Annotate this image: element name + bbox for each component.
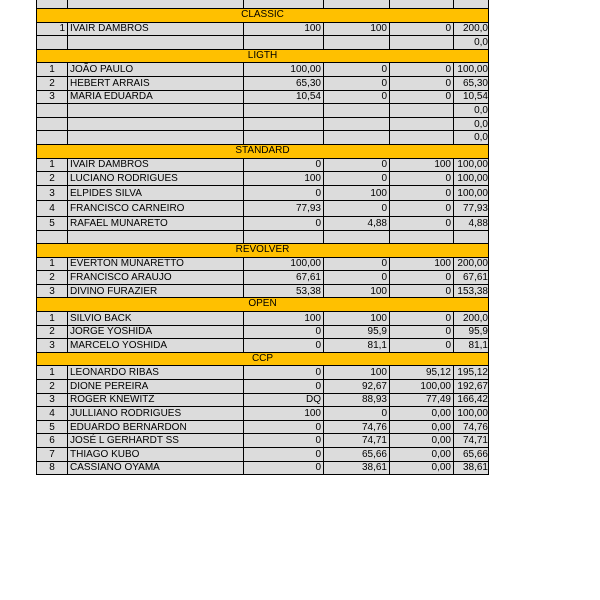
total-cell: 153,38 bbox=[457, 285, 488, 297]
score-c-cell: 0 bbox=[390, 77, 454, 90]
total-cell: 0,0 bbox=[474, 104, 488, 116]
name-cell: LUCIANO RODRIGUES bbox=[68, 172, 244, 185]
position-cell: 1 bbox=[37, 312, 68, 325]
name-cell bbox=[68, 36, 244, 49]
score-c-cell: 0,00 bbox=[390, 421, 454, 434]
table-row bbox=[36, 339, 489, 353]
table-row bbox=[36, 380, 489, 394]
score-b-cell: 0 bbox=[324, 172, 390, 185]
name-cell bbox=[68, 131, 244, 144]
score-a-cell bbox=[244, 36, 324, 49]
total-cell: 100,00 bbox=[457, 172, 488, 184]
table-row bbox=[36, 217, 489, 231]
position-cell: 2 bbox=[37, 380, 68, 393]
name-cell: THIAGO KUBO bbox=[68, 448, 244, 461]
score-c-cell: 77,49 bbox=[390, 394, 454, 407]
score-a-cell: 0 bbox=[244, 339, 324, 352]
position-cell bbox=[37, 118, 68, 131]
score-b-cell: 100 bbox=[324, 285, 390, 298]
score-a-cell: 100,00 bbox=[244, 258, 324, 271]
score-b-cell bbox=[324, 131, 390, 144]
sections-container bbox=[36, 9, 489, 475]
name-cell: FRANCISCO CARNEIRO bbox=[68, 201, 244, 216]
score-a-cell: 100,00 bbox=[244, 63, 324, 76]
score-b-cell bbox=[324, 231, 390, 244]
table-row bbox=[36, 36, 489, 50]
total-cell: 195,12 bbox=[457, 367, 488, 379]
total-cell: 4,88 bbox=[468, 217, 488, 229]
total-cell: 74,76 bbox=[462, 421, 488, 433]
total-cell: 200,00 bbox=[457, 258, 488, 270]
score-b-cell: 4,88 bbox=[324, 217, 390, 230]
score-a-cell bbox=[244, 131, 324, 144]
section-header: REVOLVER bbox=[36, 244, 489, 258]
table-row bbox=[36, 285, 489, 299]
score-b-cell: 0 bbox=[324, 63, 390, 76]
score-a-cell: 0 bbox=[244, 159, 324, 172]
score-b-cell: 0 bbox=[324, 201, 390, 216]
score-c-cell: 0,00 bbox=[390, 448, 454, 461]
score-c-cell: 0,00 bbox=[390, 434, 454, 447]
score-a-cell: 0 bbox=[244, 421, 324, 434]
position-cell: 2 bbox=[37, 172, 68, 185]
score-b-cell: 92,67 bbox=[324, 380, 390, 393]
position-cell: 1 bbox=[37, 366, 68, 379]
table-row bbox=[36, 91, 489, 105]
score-c-cell: 0 bbox=[390, 285, 454, 298]
score-b-cell: 0 bbox=[324, 258, 390, 271]
name-cell: JORGE YOSHIDA bbox=[68, 326, 244, 339]
table-row bbox=[36, 434, 489, 448]
score-a-cell: 100 bbox=[244, 407, 324, 420]
name-cell: JOSÉ L GERHARDT SS bbox=[68, 434, 244, 447]
name-cell: MARIA EDUARDA bbox=[68, 91, 244, 104]
total-cell: 67,61 bbox=[462, 272, 488, 284]
score-c-cell: 0 bbox=[390, 326, 454, 339]
table-row bbox=[36, 201, 489, 217]
section-header: LIGTH bbox=[36, 50, 489, 64]
total-cell: 100,00 bbox=[457, 64, 488, 76]
score-a-cell: 10,54 bbox=[244, 91, 324, 104]
name-cell: LEONARDO RIBAS bbox=[68, 366, 244, 379]
score-a-cell: 100 bbox=[244, 312, 324, 325]
score-b-cell: 65,66 bbox=[324, 448, 390, 461]
score-a-cell: 0 bbox=[244, 448, 324, 461]
total-cell: 95,9 bbox=[468, 326, 488, 338]
position-cell: 4 bbox=[37, 407, 68, 420]
position-cell bbox=[37, 104, 68, 117]
total-cell: 74,71 bbox=[462, 435, 488, 447]
table-row bbox=[36, 366, 489, 380]
table-row-stub bbox=[36, 0, 489, 9]
score-c-cell: 100 bbox=[390, 159, 454, 172]
score-a-cell: 0 bbox=[244, 380, 324, 393]
score-c-cell: 0 bbox=[390, 63, 454, 76]
total-cell: 0,0 bbox=[474, 36, 488, 48]
table-row bbox=[36, 63, 489, 77]
score-b-cell: 74,76 bbox=[324, 421, 390, 434]
position-cell: 3 bbox=[37, 91, 68, 104]
position-cell bbox=[37, 131, 68, 144]
name-cell: FRANCISCO ARAUJO bbox=[68, 271, 244, 284]
score-a-cell: DQ bbox=[244, 394, 324, 407]
score-c-cell bbox=[390, 118, 454, 131]
name-cell: CASSIANO OYAMA bbox=[68, 462, 244, 475]
table-row bbox=[36, 159, 489, 173]
position-cell: 3 bbox=[37, 285, 68, 298]
position-cell bbox=[37, 36, 68, 49]
total-cell: 38,61 bbox=[462, 462, 488, 474]
score-a-cell bbox=[244, 104, 324, 117]
score-a-cell: 67,61 bbox=[244, 271, 324, 284]
score-b-cell bbox=[324, 118, 390, 131]
position-cell: 1 bbox=[37, 63, 68, 76]
total-cell: 65,30 bbox=[462, 77, 488, 89]
table-row bbox=[36, 312, 489, 326]
score-c-cell: 0,00 bbox=[390, 407, 454, 420]
score-a-cell: 0 bbox=[244, 326, 324, 339]
score-c-cell: 100,00 bbox=[390, 380, 454, 393]
score-c-cell: 0 bbox=[390, 217, 454, 230]
score-a-cell: 0 bbox=[244, 366, 324, 379]
table-row bbox=[36, 172, 489, 186]
score-a-cell: 0 bbox=[244, 434, 324, 447]
score-b-cell: 100 bbox=[324, 23, 390, 36]
name-cell: DIONE PEREIRA bbox=[68, 380, 244, 393]
score-c-cell: 95,12 bbox=[390, 366, 454, 379]
table-row bbox=[36, 326, 489, 340]
table-row bbox=[36, 23, 489, 37]
position-cell: 8 bbox=[37, 462, 68, 475]
total-cell: 0,0 bbox=[474, 132, 488, 144]
score-b-cell: 0 bbox=[324, 159, 390, 172]
position-cell: 5 bbox=[37, 421, 68, 434]
results-table bbox=[36, 0, 489, 475]
name-cell: IVAIR DAMBROS bbox=[68, 159, 244, 172]
total-cell: 100,00 bbox=[457, 408, 488, 420]
score-c-cell: 0 bbox=[390, 91, 454, 104]
position-cell: 2 bbox=[37, 77, 68, 90]
table-row bbox=[36, 448, 489, 462]
table-row bbox=[36, 271, 489, 285]
name-cell: IVAIR DAMBROS bbox=[68, 23, 244, 36]
score-a-cell: 100 bbox=[244, 23, 324, 36]
name-cell: DIVINO FURAZIER bbox=[68, 285, 244, 298]
score-c-cell: 0 bbox=[390, 312, 454, 325]
position-cell bbox=[37, 231, 68, 244]
position-cell: 1 bbox=[37, 23, 68, 36]
score-b-cell bbox=[324, 36, 390, 49]
total-cell: 166,42 bbox=[457, 394, 488, 406]
score-a-cell: 53,38 bbox=[244, 285, 324, 298]
score-c-cell: 0 bbox=[390, 23, 454, 36]
name-cell bbox=[68, 104, 244, 117]
score-c-cell: 0 bbox=[390, 271, 454, 284]
score-c-cell bbox=[390, 104, 454, 117]
table-row bbox=[36, 394, 489, 408]
score-a-cell: 100 bbox=[244, 172, 324, 185]
score-b-cell: 38,61 bbox=[324, 462, 390, 475]
score-a-cell: 0 bbox=[244, 186, 324, 201]
score-c-cell bbox=[390, 36, 454, 49]
total-cell bbox=[454, 231, 490, 244]
position-cell: 3 bbox=[37, 186, 68, 201]
section-header: STANDARD bbox=[36, 145, 489, 159]
position-cell: 5 bbox=[37, 217, 68, 230]
score-b-cell: 0 bbox=[324, 77, 390, 90]
name-cell: EDUARDO BERNARDON bbox=[68, 421, 244, 434]
name-cell: JOÃO PAULO bbox=[68, 63, 244, 76]
score-c-cell: 0 bbox=[390, 172, 454, 185]
total-cell: 200,0 bbox=[462, 23, 488, 35]
total-cell: 10,54 bbox=[462, 91, 488, 103]
name-cell: HEBERT ARRAIS bbox=[68, 77, 244, 90]
score-b-cell: 100 bbox=[324, 186, 390, 201]
total-cell: 81,1 bbox=[468, 340, 488, 352]
score-a-cell: 0 bbox=[244, 462, 324, 475]
table-row bbox=[36, 258, 489, 272]
score-a-cell bbox=[244, 118, 324, 131]
score-c-cell bbox=[390, 131, 454, 144]
score-a-cell: 65,30 bbox=[244, 77, 324, 90]
table-row bbox=[36, 131, 489, 145]
score-b-cell: 0 bbox=[324, 91, 390, 104]
table-row bbox=[36, 77, 489, 91]
table-row bbox=[36, 421, 489, 435]
score-b-cell: 100 bbox=[324, 366, 390, 379]
score-c-cell: 0 bbox=[390, 201, 454, 216]
table-row bbox=[36, 231, 489, 245]
table-row bbox=[36, 104, 489, 118]
name-cell: MARCELO YOSHIDA bbox=[68, 339, 244, 352]
score-c-cell: 0 bbox=[390, 186, 454, 201]
position-cell: 1 bbox=[37, 159, 68, 172]
position-cell: 2 bbox=[37, 271, 68, 284]
score-b-cell: 74,71 bbox=[324, 434, 390, 447]
section-header: CLASSIC bbox=[36, 9, 489, 23]
position-cell: 7 bbox=[37, 448, 68, 461]
total-cell: 77,93 bbox=[462, 203, 488, 215]
total-cell: 65,66 bbox=[462, 448, 488, 460]
position-cell: 4 bbox=[37, 201, 68, 216]
position-cell: 3 bbox=[37, 394, 68, 407]
table-row bbox=[36, 118, 489, 132]
name-cell: EVERTON MUNARETTO bbox=[68, 258, 244, 271]
score-b-cell: 81,1 bbox=[324, 339, 390, 352]
score-b-cell: 95,9 bbox=[324, 326, 390, 339]
total-cell: 200,0 bbox=[462, 312, 488, 324]
section-header: OPEN bbox=[36, 298, 489, 312]
name-cell bbox=[68, 231, 244, 244]
position-cell: 1 bbox=[37, 258, 68, 271]
name-cell: SILVIO BACK bbox=[68, 312, 244, 325]
total-cell: 100,00 bbox=[457, 159, 488, 171]
name-cell: ELPIDES SILVA bbox=[68, 186, 244, 201]
score-c-cell: 0,00 bbox=[390, 462, 454, 475]
position-cell: 3 bbox=[37, 339, 68, 352]
position-cell: 6 bbox=[37, 434, 68, 447]
score-a-cell: 77,93 bbox=[244, 201, 324, 216]
total-cell: 192,67 bbox=[457, 380, 488, 392]
name-cell: ROGER KNEWITZ bbox=[68, 394, 244, 407]
table-row bbox=[36, 186, 489, 202]
score-c-cell bbox=[390, 231, 454, 244]
score-b-cell: 88,93 bbox=[324, 394, 390, 407]
name-cell: JULLIANO RODRIGUES bbox=[68, 407, 244, 420]
table-row bbox=[36, 462, 489, 476]
total-cell: 100,00 bbox=[457, 187, 488, 199]
name-cell bbox=[68, 118, 244, 131]
score-a-cell: 0 bbox=[244, 217, 324, 230]
total-cell: 0,0 bbox=[474, 118, 488, 130]
score-b-cell: 0 bbox=[324, 407, 390, 420]
section-header: CCP bbox=[36, 353, 489, 367]
score-b-cell: 0 bbox=[324, 271, 390, 284]
score-b-cell: 100 bbox=[324, 312, 390, 325]
score-c-cell: 0 bbox=[390, 339, 454, 352]
score-a-cell bbox=[244, 231, 324, 244]
position-cell: 2 bbox=[37, 326, 68, 339]
name-cell: RAFAEL MUNARETO bbox=[68, 217, 244, 230]
score-c-cell: 100 bbox=[390, 258, 454, 271]
table-row bbox=[36, 407, 489, 421]
score-b-cell bbox=[324, 104, 390, 117]
